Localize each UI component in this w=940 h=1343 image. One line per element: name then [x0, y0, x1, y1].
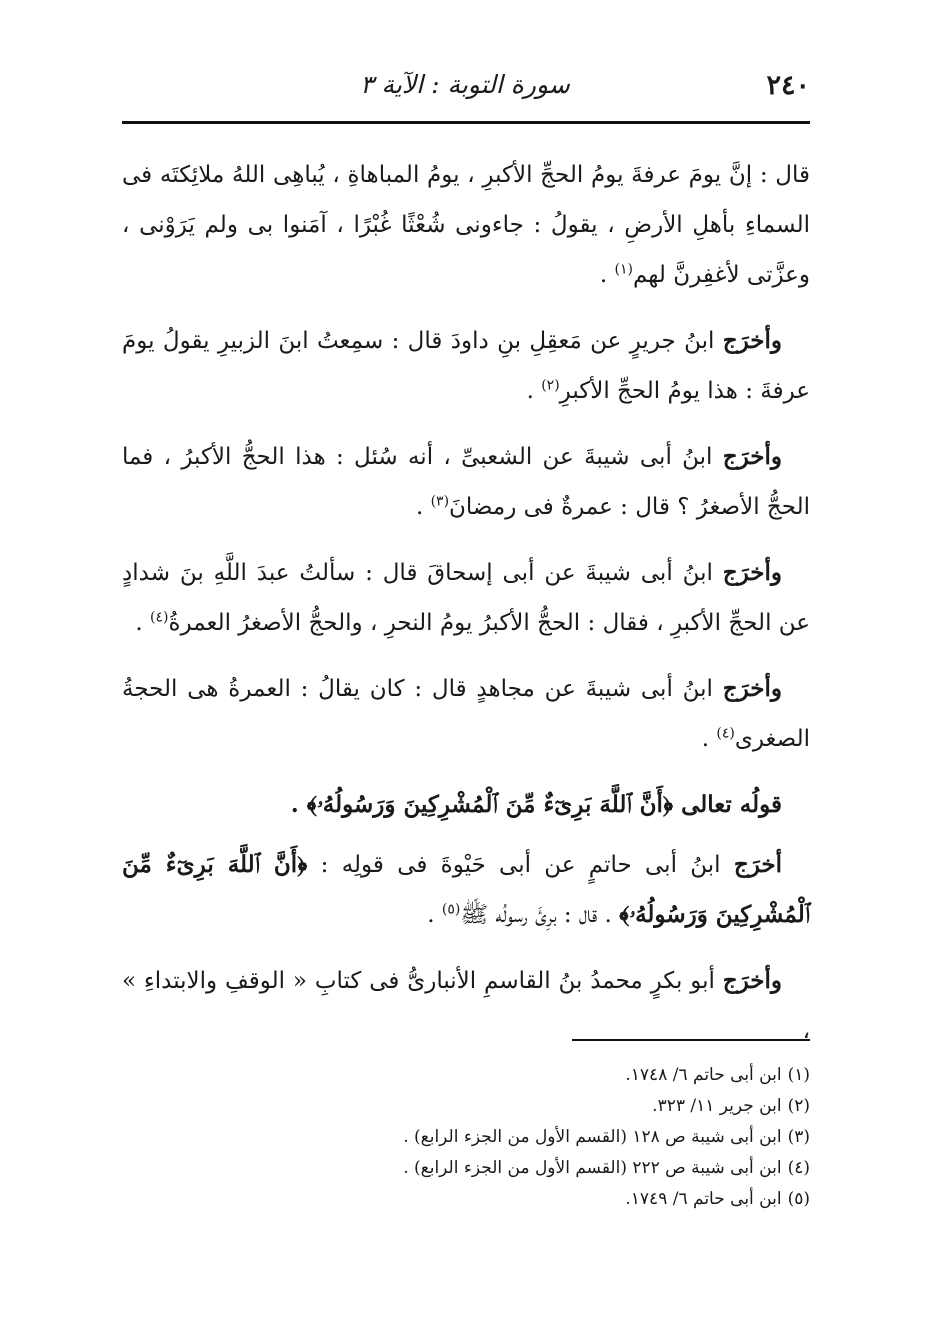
- footnote-number: (٣): [787, 1127, 810, 1147]
- paragraph-end: .: [135, 610, 150, 636]
- footnote-number: (٥): [787, 1189, 810, 1209]
- footnote-ref: (١): [614, 261, 633, 278]
- paragraph-end: .: [526, 378, 542, 404]
- footnote: [122, 1091, 810, 1122]
- paragraph: [122, 150, 810, 300]
- footnote: [122, 1153, 810, 1184]
- paragraph-text: قال : إنَّ يومَ عرفةَ يومُ الحجِّ الأكبرِ ، يومُ المباهاةِ ، يُباهِى اللهُ ملائِكتَه فى السماءِ بأهلِ الأرضِ ، يقولُ : جاءونى شُعْثًا غُبْرًا ، آمَنوا بى ولم يَرَوْنى ، وعزَّتى لأغفِرنَّ لهم: [122, 162, 810, 288]
- paragraph: [122, 840, 810, 940]
- paragraph-lead: وأخرَج: [722, 675, 782, 702]
- footnote-number: (١): [787, 1065, 810, 1085]
- footnote-text: ابن جرير ١١/ ٣٢٣.: [652, 1096, 782, 1116]
- footnote-text: ابن أبى حاتم ٦/ ١٧٤٨.: [625, 1065, 782, 1085]
- footnote-ref: (٢): [541, 377, 560, 394]
- paragraph-text: ابنُ أبى شيبةَ عن أبى إسحاقَ قال : سألتُ عبدَ اللَّهِ بنَ شدادٍ عن الحجِّ الأكبرِ ، فقال : الحجُّ الأكبرُ يومُ النحرِ ، والحجُّ الأصغرُ العمرةُ: [122, 560, 810, 636]
- paragraph-text: ابنُ أبى شيبةَ عن مجاهدٍ قال : كان يقالُ : العمرةُ هى الحجةُ الصغرى: [122, 676, 810, 752]
- footnote-rule: [572, 1039, 810, 1041]
- verse-heading-end: .: [290, 791, 307, 818]
- main-text: [122, 150, 810, 1072]
- verse-heading-lead: قولُه تعالى: [681, 791, 782, 818]
- footnote-text: ابن أبى شيبة ص ١٢٨ (القسم الأول من الجزء الرابع) .: [403, 1127, 782, 1147]
- footnote: [122, 1060, 810, 1091]
- verse-heading: [122, 780, 810, 830]
- paragraph-text: ابنُ جريرٍ عن مَعقِلِ بنِ داودَ قال : سمِعتُ ابنَ الزبيرِ يقولُ يومَ عرفةَ : هذا يومُ الحجِّ الأكبرِ: [122, 328, 810, 404]
- paragraph-text: أبو بكرٍ محمدُ بنُ القاسمِ الأنبارىُّ فى كتابِ « الوقفِ والابتداءِ » ،: [122, 968, 810, 1044]
- footnote-ref: (٣): [430, 493, 450, 510]
- paragraph-lead: وأخرَج: [722, 559, 782, 586]
- footnote-text: ابن أبى شيبة ص ٢٢٢ (القسم الأول من الجزء الرابع) .: [403, 1158, 782, 1178]
- footnote-ref: (٤): [716, 725, 735, 742]
- paragraph-lead: وأخرَج: [722, 443, 782, 470]
- paragraph: [122, 316, 810, 416]
- paragraph-lead: وأخرَج: [722, 327, 783, 354]
- paragraph-end: .: [701, 726, 717, 752]
- paragraph-text: ابنُ أبى حاتمٍ عن أبى حَيْوةَ فى قولِه :: [307, 852, 734, 878]
- paragraph: [122, 548, 810, 648]
- paragraph: [122, 664, 810, 764]
- footnote-text: ابن أبى حاتم ٦/ ١٧٤٩.: [625, 1189, 782, 1209]
- footnotes: [122, 1060, 810, 1215]
- paragraph-lead: وأخرَج: [722, 967, 782, 994]
- footnote: [122, 1184, 810, 1215]
- footnote-number: (٢): [787, 1096, 810, 1116]
- footnote: [122, 1122, 810, 1153]
- paragraph-end: .: [427, 902, 442, 928]
- running-title: سورة التوبة : الآية ٣: [360, 70, 570, 99]
- footnote-ref: (٥): [441, 901, 461, 918]
- page-header: [120, 62, 810, 118]
- paragraph: [122, 956, 810, 1056]
- paragraph-end: .: [415, 494, 431, 520]
- paragraph-end: .: [599, 262, 615, 288]
- quran-verse: ﴿أَنَّ ٱللَّهَ بَرِىٓءٌ مِّنَ ٱلْمُشْرِكِينَ وَرَسُولُهُۥ﴾: [122, 851, 810, 928]
- paragraph-text-continued: . قال : برِئَ رسولُه ﷺ: [460, 902, 620, 928]
- paragraph-text: ابنُ أبى شيبةَ عن الشعبىِّ ، أنه سُئل : هذا الحجُّ الأكبرُ ، فما الحجُّ الأصغرُ ؟ قال : عمرةٌ فى رمضانَ: [122, 444, 810, 520]
- footnote-number: (٤): [787, 1158, 810, 1178]
- quran-verse: ﴿أَنَّ ٱللَّهَ بَرِىٓءٌ مِّنَ ٱلْمُشْرِكِينَ وَرَسُولُهُۥ﴾: [306, 791, 682, 818]
- header-rule: [122, 121, 810, 124]
- footnote-ref: (٤): [150, 609, 169, 626]
- paragraph: [122, 432, 810, 532]
- paragraph-lead: أخرَج: [733, 851, 782, 878]
- page-number: ٢٤٠: [766, 70, 810, 101]
